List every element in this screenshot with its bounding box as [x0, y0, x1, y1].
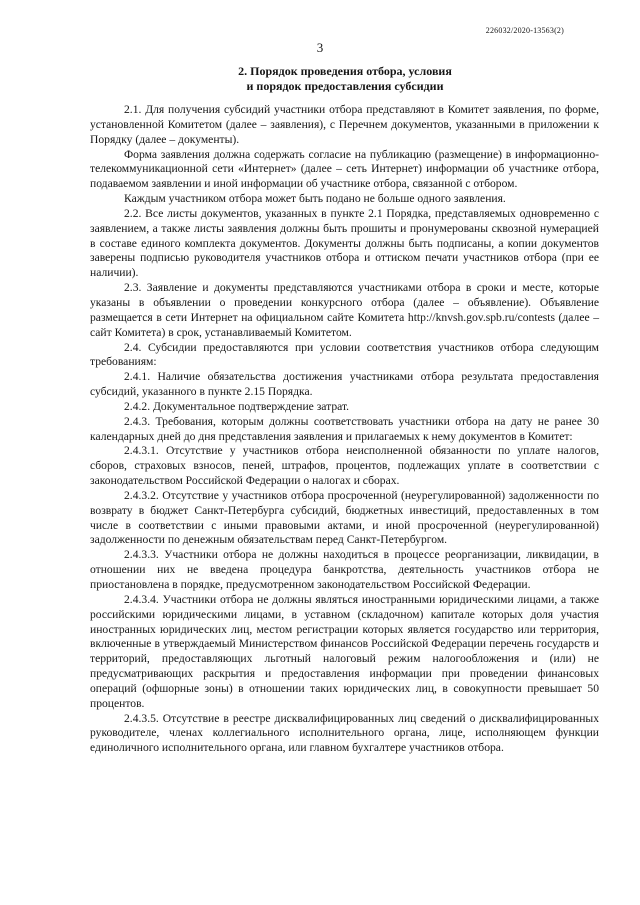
paragraph-2-4: 2.4. Субсидии предоставляются при условии соответствия участников отбора следующим требованиям: [90, 340, 599, 369]
section-title [90, 64, 600, 94]
section-title-line-1: 2. Порядок проведения отбора, условия [238, 64, 452, 78]
paragraph-2-4-2: 2.4.2. Документальное подтверждение затрат. [124, 399, 350, 413]
section-body [90, 103, 599, 756]
paragraph-2-4-3-1: 2.4.3.1. Отсутствие у участников отбора неисполненной обязанности по уплате налогов, сборов, страховых взносов, пеней, штрафов, процентов, подлежащих уплате в соответствии с законодательством Российской Федерации о налогах и сборах. [90, 444, 599, 488]
paragraph-2-4-1: 2.4.1. Наличие обязательства достижения участниками отбора результата предоставления субсидий, указанного в пункте 2.15 Порядка. [90, 370, 599, 399]
paragraph-2-4-3-5: 2.4.3.5. Отсутствие в реестре дисквалифицированных лиц сведений о дисквалифицированных руководителе, членах коллегиального исполнительного органа, лице, исполняющем функции единоличного исполнительного органа, или главном бухгалтере участников отбора. [90, 711, 599, 755]
paragraph-2-1: 2.1. Для получения субсидий участники отбора представляют в Комитет заявления, по форме, установленной Комитетом (далее – заявления), с Перечнем документов, указанными в приложении к Порядку (далее – документы). [90, 103, 599, 146]
paragraph-2-4-3-4: 2.4.3.4. Участники отбора не должны являться иностранными юридическими лицами, а также российскими юридическими лицами, в уставном (складочном) капитале которых доля участия иностранных юридических лиц, местом регистрации которых является государство или территория, включенные в утверждаемый Министерством финансов Российской Федерации перечень государств и территорий, предоставляющих льготный налоговый режим налогообложения и (или) не предусматривающих раскрытия и предоставления информации при проведении финансовых операций (офшорные зоны) в отношении таких юридических лиц, в совокупности превышает 50 процентов. [90, 592, 599, 710]
paragraph-2-3: 2.3. Заявление и документы представляются участниками отбора в сроки и месте, которые указаны в объявлении о проведении конкурсного отбора (далее – объявление). Объявление размещается в сети Интернет на официальном сайте Комитета http://knvsh.gov.spb.ru/contests (далее – сайт Комитета) в срок, устанавливаемый Комитетом. [90, 281, 599, 339]
paragraph-2-4-3-3: 2.4.3.3. Участники отбора не должны находиться в процессе реорганизации, ликвидации, в отношении них не введена процедура банкротства, деятельность участников отбора не приостановлена в порядке, предусмотренном законодательством Российской Федерации. [90, 548, 599, 591]
paragraph-one-application: Каждым участником отбора может быть подано не больше одного заявления. [124, 192, 506, 206]
paragraph-form-consent: Форма заявления должна содержать согласие на публикацию (размещение) в информационно-телекоммуникационной сети «Интернет» (далее – сеть Интернет) информации об участнике отбора, подаваемом заявлении и иной информации об участнике отбора, связанной с отбором. [90, 147, 599, 191]
document-registration-number: 226032/2020-13563(2) [485, 26, 564, 35]
page-number: 3 [316, 40, 324, 55]
section-title-line-2: и порядок предоставления субсидии [246, 79, 444, 93]
paragraph-2-4-3: 2.4.3. Требования, которым должны соответствовать участники отбора на дату не ранее 30 календарных дней до дня представления заявления и прилагаемых к нему документов в Комитет: [90, 414, 599, 443]
paragraph-2-4-3-2: 2.4.3.2. Отсутствие у участников отбора просроченной (неурегулированной) задолженности по возврату в бюджет Санкт-Петербурга субсидий, бюджетных инвестиций, предоставленных в том числе в соответствии с иными правовыми актами, и иной просроченной (неурегулированной) задолженности по денежным обязательствам перед Санкт-Петербургом. [90, 488, 599, 547]
paragraph-2-2: 2.2. Все листы документов, указанных в пункте 2.1 Порядка, представляемых одновременно с заявлением, а также листы заявления должны быть прошиты и пронумерованы сквозной нумерацией в составе единого комплекта документов. Документы должны быть подписаны, а копии документов заверены подписью руководителя участников отбора и оттиском печати участников отбора (при ее наличии). [90, 206, 599, 280]
